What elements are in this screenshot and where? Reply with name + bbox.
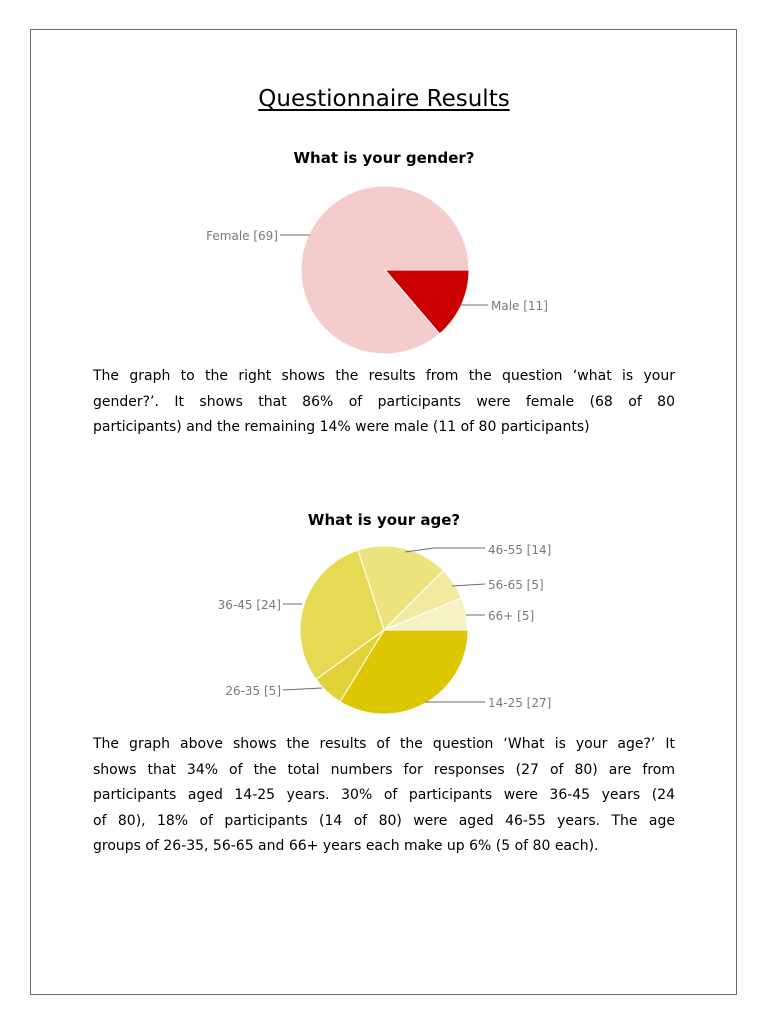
gender-paragraph-line: gender?’. It shows that 86% of participants were female (68 of 80	[93, 393, 675, 410]
age-paragraph-line: shows that 34% of the total numbers for responses (27 of 80) are from	[93, 761, 675, 778]
pie-label-56-65: 56-65 [5]	[488, 578, 544, 592]
pie-label-46-55: 46-55 [14]	[488, 543, 552, 557]
leader-line-56-65	[452, 584, 485, 586]
pie-label-14-25: 14-25 [27]	[488, 696, 552, 710]
age-paragraph	[93, 732, 675, 860]
age-paragraph-line: groups of 26-35, 56-65 and 66+ years each make up 6% (5 of 80 each).	[93, 838, 599, 854]
document-title: Questionnaire Results	[258, 86, 510, 112]
age-paragraph-line: The graph above shows the results of the question ‘What is your age?’ It	[93, 736, 675, 752]
gender-question-title: What is your gender?	[293, 149, 475, 167]
pie-label-66plus: 66+ [5]	[488, 609, 535, 623]
gender-paragraph-line: participants) and the remaining 14% were male (11 of 80 participants)	[93, 419, 590, 435]
age-question-title: What is your age?	[307, 511, 461, 529]
gender-paragraph-line: The graph to the right shows the results from the question ‘what is your	[93, 368, 675, 384]
pie-label-female: Female [69]	[206, 229, 278, 243]
leader-line-46-55	[405, 548, 485, 552]
pie-label-male: Male [11]	[491, 299, 548, 313]
age-paragraph-line: of 80), 18% of participants (14 of 80) were aged 46-55 years. The age	[93, 812, 675, 829]
pie-label-36-45: 36-45 [24]	[217, 598, 281, 612]
leader-line-26-35	[283, 688, 322, 690]
age-paragraph-line: participants aged 14-25 years. 30% of participants were 36-45 years (24	[93, 787, 675, 803]
pie-label-26-35: 26-35 [5]	[225, 684, 281, 698]
